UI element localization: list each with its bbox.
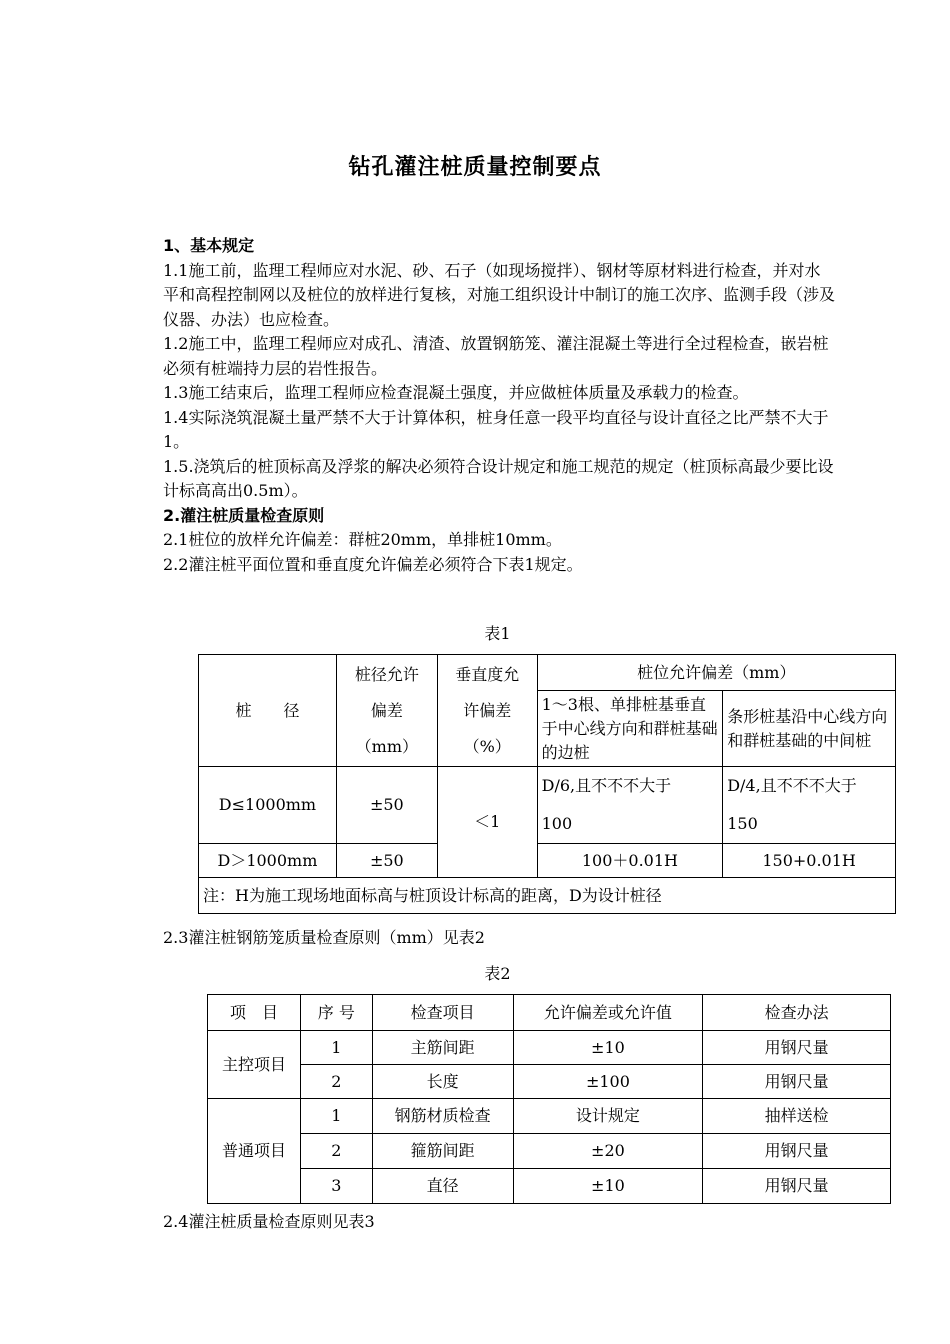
table-2 [207, 994, 891, 1204]
table-2-cell-number: 2 [300, 1134, 372, 1169]
table-1-row2-tolerance: ±50 [336, 844, 437, 878]
paragraph-1-5: 1.5.浇筑后的桩顶标高及浮浆的解决必须符合设计规定和施工规范的规定（桩顶标高最少要比设计标高高出0.5m）。 [163, 456, 834, 500]
table-2-cell-item: 箍筋间距 [372, 1134, 513, 1169]
table-2-header-tolerance: 允许偏差或允许值 [513, 995, 703, 1031]
table-1-row1-diameter: D≤1000mm [199, 767, 337, 844]
table-2-cell-tolerance: ±10 [513, 1169, 703, 1204]
table-2-group-general: 普通项目 [208, 1099, 301, 1204]
table-1-caption: 表1 [484, 624, 511, 643]
table-1-header-position-edge: 1～3根、单排桩基垂直于中心线方向和群桩基础的边桩 [537, 691, 723, 767]
section-2-heading: 2.灌注桩质量检查原则 [163, 505, 325, 525]
table-2-cell-number: 3 [300, 1169, 372, 1204]
table-2-cell-number: 1 [300, 1099, 372, 1134]
table-1 [198, 654, 896, 914]
table-1-header-position-middle: 条形桩基沿中心线方向和群桩基础的中间桩 [723, 691, 896, 767]
table-2-cell-tolerance: ±100 [513, 1065, 703, 1099]
table-row [208, 1065, 891, 1099]
paragraph-2-2: 2.2灌注桩平面位置和垂直度允许偏差必须符合下表1规定。 [163, 554, 583, 574]
table-2-group-main: 主控项目 [208, 1031, 301, 1099]
paragraph-1-3: 1.3施工结束后，监理工程师应检查混凝土强度，并应做桩体质量及承载力的检查。 [163, 383, 749, 402]
table-2-cell-item: 长度 [372, 1065, 513, 1099]
table-1-row2-diameter: D＞1000mm [199, 844, 337, 878]
table-2-header-method: 检查办法 [703, 995, 891, 1031]
table-2-cell-method: 用钢尺量 [703, 1169, 891, 1204]
table-1-header-tolerance: 桩径允许 偏差 （mm） [336, 655, 437, 767]
document-body [163, 234, 835, 577]
table-2-cell-item: 钢筋材质检查 [372, 1099, 513, 1134]
section-1-heading: 1、基本规定 [163, 236, 255, 255]
table-row [208, 1169, 891, 1204]
table-row [208, 1031, 891, 1065]
table-row [208, 1134, 891, 1169]
paragraph-2-4: 2.4灌注桩质量检查原则见表3 [163, 1212, 375, 1231]
table-2-caption: 表2 [484, 964, 511, 983]
paragraph-2-3: 2.3灌注桩钢筋笼质量检查原则（mm）见表2 [163, 928, 485, 947]
table-1-row1-position-edge: D/6,且不不不大于 100 [537, 767, 723, 844]
table-2-header-category: 项 目 [208, 995, 301, 1031]
table-row [208, 1099, 891, 1134]
table-2-cell-tolerance: ±10 [513, 1031, 703, 1065]
paragraph-1-1: 1.1施工前，监理工程师应对水泥、砂、石子（如现场搅拌）、钢材等原材料进行检查，并对水平和高程控制网以及桩位的放样进行复核，对施工组织设计中制订的施工次序、监测手段（涉及仪器、办法）也应检查。 [163, 260, 836, 329]
table-1-row2-position-middle: 150+0.01H [723, 844, 896, 878]
table-2-cell-method: 抽样送检 [703, 1099, 891, 1134]
table-1-row2-position-edge: 100＋0.01H [537, 844, 723, 878]
table-2-cell-item: 主筋间距 [372, 1031, 513, 1065]
table-2-cell-number: 2 [300, 1065, 372, 1099]
table-1-row1-position-middle: D/4,且不不不大于 150 [723, 767, 896, 844]
table-1-note: 注：H为施工现场地面标高与桩顶设计标高的距离，D为设计桩径 [199, 878, 896, 914]
paragraph-2-1: 2.1桩位的放样允许偏差：群桩20mm，单排桩10mm。 [163, 530, 562, 549]
paragraph-1-4: 1.4实际浇筑混凝土量严禁不大于计算体积，桩身任意一段平均直径与设计直径之比严禁不大于1。 [163, 407, 829, 451]
table-2-header-item: 检查项目 [372, 995, 513, 1031]
table-1-header-diameter: 桩 径 [199, 655, 337, 767]
table-1-verticality-value: ＜1 [437, 767, 537, 878]
table-2-cell-method: 用钢尺量 [703, 1065, 891, 1099]
table-2-cell-method: 用钢尺量 [703, 1134, 891, 1169]
table-1-row1-tolerance: ±50 [336, 767, 437, 844]
table-2-cell-number: 1 [300, 1031, 372, 1065]
table-2-cell-item: 直径 [372, 1169, 513, 1204]
paragraph-1-2: 1.2施工中，监理工程师应对成孔、清渣、放置钢筋笼、灌注混凝土等进行全过程检查，嵌岩桩必须有桩端持力层的岩性报告。 [163, 334, 829, 378]
table-2-cell-method: 用钢尺量 [703, 1031, 891, 1065]
table-2-cell-tolerance: ±20 [513, 1134, 703, 1169]
document-title: 钻孔灌注桩质量控制要点 [348, 155, 602, 180]
table-2-cell-tolerance: 设计规定 [513, 1099, 703, 1134]
table-2-header-number: 序 号 [300, 995, 372, 1031]
table-1-header-position: 桩位允许偏差（mm） [537, 655, 895, 691]
table-1-header-verticality: 垂直度允 许偏差 （%） [437, 655, 537, 767]
